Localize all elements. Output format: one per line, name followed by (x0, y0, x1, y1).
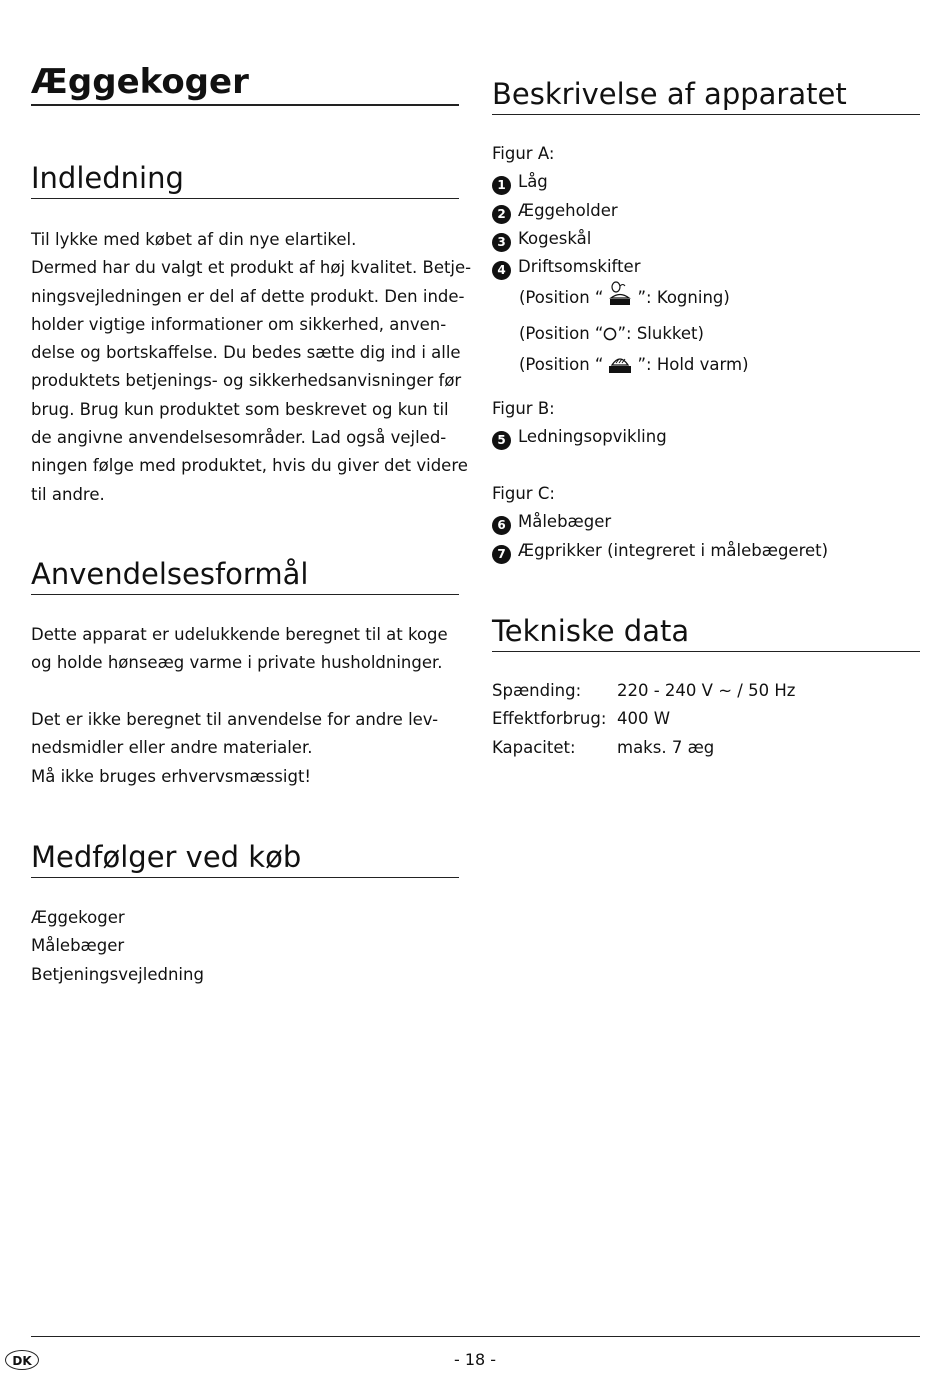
list-item (492, 168, 922, 196)
number-badge: 6 (492, 516, 511, 535)
number-badge: 7 (492, 545, 511, 564)
figure-a-label: Figur A: (492, 144, 555, 163)
purpose-paragraph-2 (31, 706, 461, 791)
figure-b-label: Figur B: (492, 399, 555, 418)
list-item (492, 508, 922, 536)
position-suffix: ”: Hold varm) (637, 354, 749, 374)
footer-divider (31, 1336, 920, 1337)
intro-line: til andre. (31, 484, 105, 504)
item-text: Ægprikker (integreret i målebægeret) (518, 540, 829, 560)
circle-off-icon (603, 322, 617, 350)
description-heading: Beskrivelse af apparatet (492, 76, 920, 115)
intro-line: brug. Brug kun produktet som beskrevet og kun til (31, 399, 449, 419)
list-item: Målebæger (31, 936, 125, 956)
position-prefix: (Position “ (519, 324, 604, 344)
item-text: Æggeholder (518, 200, 618, 220)
intro-line: produktets betjenings- og sikkerhedsanvisninger før (31, 371, 462, 391)
figure-c-label: Figur C: (492, 484, 555, 503)
spec-value: 220 - 240 V ∼ / 50 Hz (617, 681, 796, 700)
spec-value: maks. 7 æg (617, 737, 715, 757)
list-item: Æggekoger (31, 908, 125, 927)
contents-list (31, 904, 461, 989)
purpose-line: Dette apparat er udelukkende beregnet til at koge (31, 625, 448, 644)
list-item (492, 197, 922, 225)
intro-line: delse og bortskaffelse. Du bedes sætte dig ind i alle (31, 343, 461, 363)
specs-table (492, 677, 795, 762)
intro-line: Dermed har du valgt et produkt af høj kvalitet. Betje- (31, 258, 472, 278)
intro-line: ningsvejledningen er del af dette produkt. Den inde- (31, 286, 465, 306)
purpose-paragraph-1 (31, 621, 461, 678)
list-item (492, 225, 922, 253)
table-row (492, 705, 795, 733)
table-row (492, 734, 795, 762)
intro-line: Til lykke med købet af din nye elartikel. (31, 230, 357, 249)
position-suffix: ”: Kogning) (637, 288, 730, 308)
specs-heading: Tekniske data (492, 613, 920, 652)
figure-a-list (492, 140, 922, 385)
purpose-line: Det er ikke beregnet til anvendelse for andre lev- (31, 710, 439, 729)
item-text: Låg (518, 172, 548, 192)
position-line (492, 320, 922, 350)
number-badge: 3 (492, 233, 511, 252)
intro-line: ningen følge med produktet, hvis du giver det videre (31, 456, 468, 476)
keep-warm-icon (605, 352, 635, 385)
page-title: Æggekoger (31, 62, 459, 106)
position-prefix: (Position “ (519, 354, 604, 374)
purpose-heading: Anvendelsesformål (31, 556, 459, 595)
item-text: Driftsomskifter (518, 257, 641, 277)
spec-key: Effektforbrug: (492, 709, 607, 729)
intro-line: holder vigtige informationer om sikkerhed, anven- (31, 314, 447, 334)
intro-line: de angivne anvendelsesområder. Lad også vejled- (31, 428, 447, 448)
list-item (492, 253, 922, 281)
position-prefix: (Position “ (519, 288, 604, 308)
item-text: Ledningsopvikling (518, 427, 667, 447)
contents-heading: Medfølger ved køb (31, 839, 459, 878)
purpose-line: og holde hønseæg varme i private husholdninger. (31, 653, 443, 673)
item-text: Kogeskål (518, 228, 592, 248)
number-badge: 2 (492, 205, 511, 224)
position-line (492, 351, 922, 385)
number-badge: 5 (492, 431, 511, 450)
number-badge: 4 (492, 261, 511, 280)
intro-heading: Indledning (31, 160, 459, 199)
purpose-line: Må ikke bruges erhvervsmæssigt! (31, 766, 312, 786)
list-item (492, 537, 922, 565)
item-text: Målebæger (518, 512, 612, 532)
figure-b-list (492, 395, 922, 452)
position-line (492, 281, 922, 320)
spec-key: Kapacitet: (492, 737, 576, 757)
number-badge: 1 (492, 176, 511, 195)
table-row (492, 677, 795, 705)
intro-paragraph (31, 226, 472, 509)
egg-cooking-icon (605, 281, 635, 320)
list-item: Betjeningsvejledning (31, 964, 204, 984)
position-suffix: ”: Slukket) (617, 324, 704, 344)
purpose-line: nedsmidler eller andre materialer. (31, 738, 313, 758)
spec-value: 400 W (617, 709, 671, 729)
page-number: - 18 - (453, 1350, 497, 1369)
list-item (492, 423, 922, 451)
country-badge: DK (5, 1350, 39, 1370)
figure-c-list (492, 480, 922, 565)
spec-key: Spænding: (492, 681, 582, 700)
